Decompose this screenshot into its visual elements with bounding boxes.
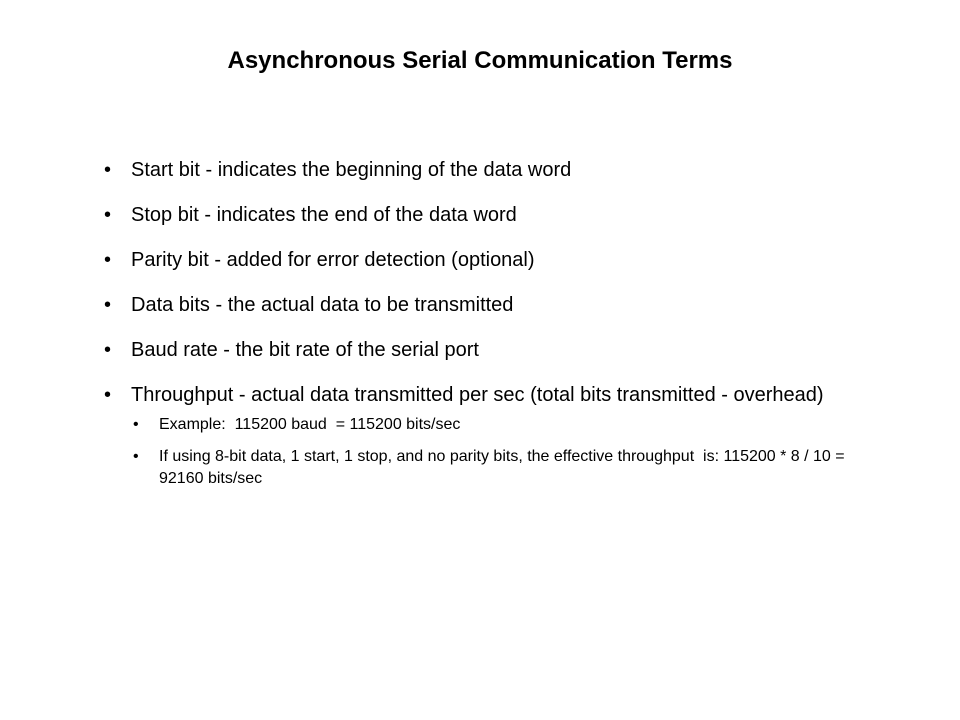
bullet-glyph: •: [104, 159, 112, 181]
bullet-text: Parity bit - added for error detection (optional): [131, 249, 535, 271]
slide-title: Asynchronous Serial Communication Terms: [227, 47, 733, 74]
sub-bullet-list: [131, 414, 864, 490]
bullet-stop-bit: [104, 202, 864, 228]
bullet-glyph: •: [104, 294, 112, 316]
bullet-glyph: •: [104, 384, 112, 406]
bullet-glyph: •: [104, 339, 112, 361]
sub-bullet-glyph: •: [133, 448, 139, 465]
bullet-glyph: •: [104, 204, 112, 226]
bullet-data-bits: [104, 292, 864, 318]
sub-bullet-effective-throughput: [131, 446, 864, 490]
bullet-text: Start bit - indicates the beginning of the data word: [131, 159, 572, 181]
bullet-start-bit: [104, 157, 864, 183]
bullet-parity-bit: [104, 247, 864, 273]
bullet-glyph: •: [104, 249, 112, 271]
sub-bullet-text: Example: 115200 baud = 115200 bits/sec: [159, 416, 461, 433]
sub-bullet-example: [131, 414, 864, 436]
sub-bullet-glyph: •: [133, 416, 139, 433]
bullet-text: Baud rate - the bit rate of the serial port: [131, 339, 479, 361]
bullet-list: [104, 157, 864, 509]
bullet-throughput: [104, 382, 864, 490]
bullet-text: Data bits - the actual data to be transmitted: [131, 294, 514, 316]
sub-bullet-text: If using 8-bit data, 1 start, 1 stop, and no parity bits, the effective throughput is: 115200 * 8 / 10 = 92160 bits/sec: [159, 448, 850, 487]
bullet-text: Stop bit - indicates the end of the data word: [131, 204, 517, 226]
bullet-text: Throughput - actual data transmitted per sec (total bits transmitted - overhead): [131, 384, 824, 406]
bullet-baud-rate: [104, 337, 864, 363]
